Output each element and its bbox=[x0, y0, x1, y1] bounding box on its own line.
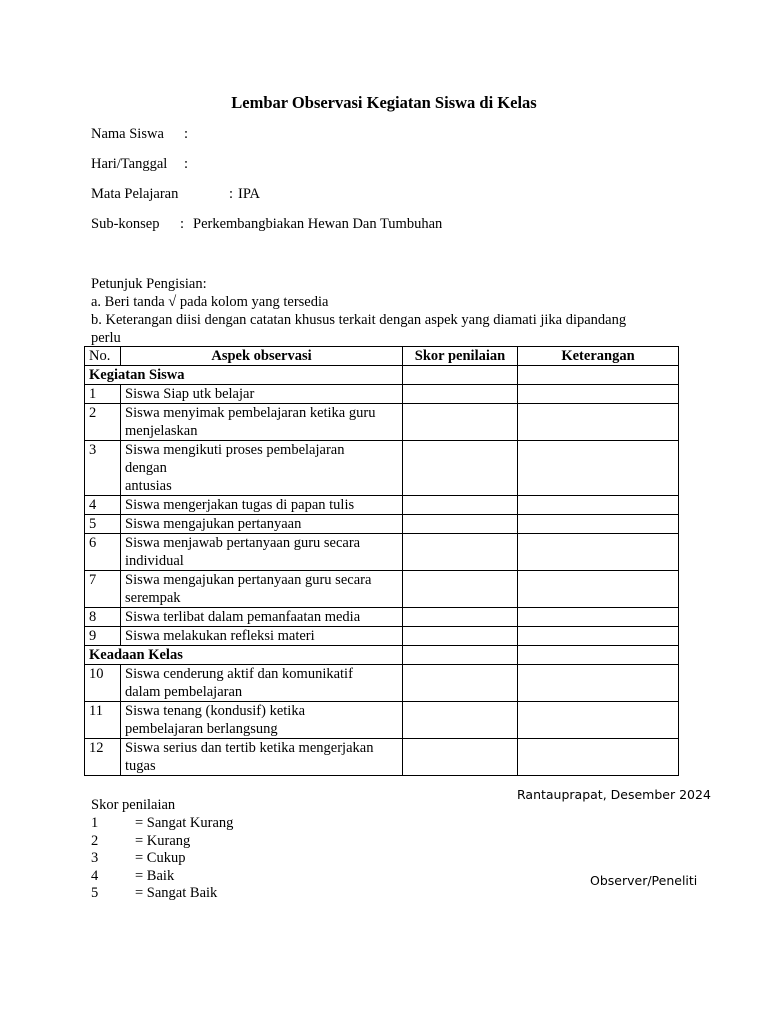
field-label-mata-pelajaran: Mata Pelajaran bbox=[91, 186, 179, 202]
instructions-line-b1: b. Keterangan diisi dengan catatan khusus terkait dengan aspek yang diamati jika dipandang bbox=[91, 312, 627, 328]
row-number: 10 bbox=[85, 665, 121, 702]
field-colon-mata-pelajaran: : bbox=[229, 186, 234, 202]
row-aspect-line: dengan bbox=[125, 460, 167, 476]
row-aspect-line: individual bbox=[125, 553, 184, 569]
score-cell[interactable] bbox=[403, 534, 518, 571]
score-cell[interactable] bbox=[403, 608, 518, 627]
score-cell[interactable] bbox=[403, 385, 518, 404]
field-value-mata-pelajaran: IPA bbox=[238, 186, 261, 202]
row-number: 5 bbox=[85, 515, 121, 534]
row-number: 6 bbox=[85, 534, 121, 571]
row-aspect-line: Siswa mengerjakan tugas di papan tulis bbox=[125, 497, 355, 513]
table-header-row bbox=[85, 347, 679, 366]
row-aspect-line: Siswa menjawab pertanyaan guru secara bbox=[125, 535, 361, 551]
score-cell[interactable] bbox=[403, 702, 518, 739]
score-legend-desc: = Cukup bbox=[135, 850, 186, 866]
score-legend-item bbox=[91, 885, 217, 902]
row-number: 1 bbox=[85, 385, 121, 404]
score-legend-item bbox=[91, 850, 185, 867]
field-label-hari-tanggal: Hari/Tanggal bbox=[91, 156, 168, 172]
row-aspect bbox=[121, 739, 403, 776]
header-skor: Skor penilaian bbox=[403, 347, 518, 366]
row-aspect-line: pembelajaran berlangsung bbox=[125, 721, 278, 737]
table-row bbox=[85, 441, 679, 496]
row-aspect bbox=[121, 515, 403, 534]
row-aspect bbox=[121, 534, 403, 571]
table-row bbox=[85, 534, 679, 571]
row-aspect-line: Siswa terlibat dalam pemanfaatan media bbox=[125, 609, 361, 625]
row-aspect bbox=[121, 404, 403, 441]
table-body bbox=[85, 366, 679, 776]
header-keterangan: Keterangan bbox=[518, 347, 679, 366]
score-legend-number: 5 bbox=[91, 885, 99, 901]
row-number: 2 bbox=[85, 404, 121, 441]
row-aspect bbox=[121, 608, 403, 627]
score-cell[interactable] bbox=[403, 646, 518, 665]
field-value-sub-konsep: Perkembangbiakan Hewan Dan Tumbuhan bbox=[193, 216, 443, 232]
table-row bbox=[85, 515, 679, 534]
note-cell[interactable] bbox=[518, 366, 679, 385]
header-aspek: Aspek observasi bbox=[121, 347, 403, 366]
row-aspect bbox=[121, 665, 403, 702]
field-label-nama-siswa: Nama Siswa bbox=[91, 126, 164, 142]
score-cell[interactable] bbox=[403, 366, 518, 385]
row-aspect-line: serempak bbox=[125, 590, 181, 606]
note-cell[interactable] bbox=[518, 739, 679, 776]
score-cell[interactable] bbox=[403, 515, 518, 534]
note-cell[interactable] bbox=[518, 608, 679, 627]
table-row bbox=[85, 496, 679, 515]
observation-table bbox=[84, 346, 679, 776]
score-legend-item bbox=[91, 868, 174, 885]
row-number: 12 bbox=[85, 739, 121, 776]
row-aspect-line: antusias bbox=[125, 478, 172, 494]
table-row bbox=[85, 404, 679, 441]
row-number: 9 bbox=[85, 627, 121, 646]
row-number: 3 bbox=[85, 441, 121, 496]
score-legend-number: 4 bbox=[91, 867, 99, 884]
row-aspect-line: menjelaskan bbox=[125, 423, 198, 439]
section-row-keadaan-kelas bbox=[85, 646, 679, 665]
score-legend-item bbox=[91, 815, 233, 832]
row-number: 7 bbox=[85, 571, 121, 608]
note-cell[interactable] bbox=[518, 404, 679, 441]
row-aspect-line: Siswa tenang (kondusif) ketika bbox=[125, 703, 306, 719]
note-cell[interactable] bbox=[518, 385, 679, 404]
score-legend-desc: = Baik bbox=[135, 867, 175, 884]
score-legend-heading: Skor penilaian bbox=[91, 797, 176, 813]
table-row bbox=[85, 665, 679, 702]
instructions-line-a: a. Beri tanda √ pada kolom yang tersedia bbox=[91, 294, 329, 310]
row-aspect-line: dalam pembelajaran bbox=[125, 684, 243, 700]
note-cell[interactable] bbox=[518, 702, 679, 739]
field-colon-nama-siswa: : bbox=[184, 126, 189, 142]
note-cell[interactable] bbox=[518, 441, 679, 496]
row-aspect-line: Siswa mengajukan pertanyaan bbox=[125, 516, 302, 532]
field-colon-sub-konsep: : bbox=[180, 216, 185, 232]
note-cell[interactable] bbox=[518, 534, 679, 571]
row-aspect-line: Siswa serius dan tertib ketika mengerjakan bbox=[125, 740, 374, 756]
note-cell[interactable] bbox=[518, 627, 679, 646]
row-aspect bbox=[121, 702, 403, 739]
row-number: 11 bbox=[85, 702, 121, 739]
row-aspect-line: Siswa Siap utk belajar bbox=[125, 386, 255, 402]
header-no: No. bbox=[85, 347, 121, 366]
row-aspect bbox=[121, 571, 403, 608]
table-row bbox=[85, 608, 679, 627]
row-aspect bbox=[121, 441, 403, 496]
instructions-heading: Petunjuk Pengisian: bbox=[91, 276, 207, 292]
table-row bbox=[85, 627, 679, 646]
field-colon-hari-tanggal: : bbox=[184, 156, 189, 172]
score-legend-desc: = Sangat Baik bbox=[135, 885, 218, 901]
score-cell[interactable] bbox=[403, 739, 518, 776]
row-aspect bbox=[121, 627, 403, 646]
score-cell[interactable] bbox=[403, 496, 518, 515]
table-row bbox=[85, 702, 679, 739]
row-aspect-line: Siswa cenderung aktif dan komunikatif bbox=[125, 666, 353, 682]
score-cell[interactable] bbox=[403, 571, 518, 608]
score-cell[interactable] bbox=[403, 404, 518, 441]
row-number: 4 bbox=[85, 496, 121, 515]
score-cell[interactable] bbox=[403, 665, 518, 702]
score-legend-item bbox=[91, 833, 190, 850]
note-cell[interactable] bbox=[518, 665, 679, 702]
row-aspect-line: Siswa mengikuti proses pembelajaran bbox=[125, 442, 345, 458]
note-cell[interactable] bbox=[518, 496, 679, 515]
note-cell[interactable] bbox=[518, 646, 679, 665]
note-cell[interactable] bbox=[518, 515, 679, 534]
observer-label: Observer/Peneliti bbox=[590, 873, 698, 888]
row-aspect-line: Siswa mengajukan pertanyaan guru secara bbox=[125, 572, 372, 588]
instructions bbox=[91, 275, 626, 347]
score-cell[interactable] bbox=[403, 627, 518, 646]
row-aspect-line: tugas bbox=[125, 758, 156, 774]
row-aspect bbox=[121, 385, 403, 404]
table-row bbox=[85, 739, 679, 776]
row-number: 8 bbox=[85, 608, 121, 627]
table-row bbox=[85, 571, 679, 608]
score-legend-number: 1 bbox=[91, 815, 99, 831]
row-aspect-line: Siswa melakukan refleksi materi bbox=[125, 628, 315, 644]
table-row bbox=[85, 385, 679, 404]
row-aspect bbox=[121, 496, 403, 515]
row-aspect-line: Siswa menyimak pembelajaran ketika guru bbox=[125, 405, 376, 421]
field-label-sub-konsep: Sub-konsep bbox=[91, 216, 160, 232]
instructions-line-b2: perlu bbox=[91, 330, 121, 346]
score-legend-number: 3 bbox=[91, 850, 99, 866]
section-label: Kegiatan Siswa bbox=[85, 366, 403, 385]
score-legend-desc: = Kurang bbox=[135, 832, 191, 849]
section-label: Keadaan Kelas bbox=[85, 646, 403, 665]
page-title: Lembar Observasi Kegiatan Siswa di Kelas bbox=[231, 93, 537, 112]
place-date: Rantauprapat, Desember 2024 bbox=[517, 787, 711, 802]
section-row-kegiatan-siswa bbox=[85, 366, 679, 385]
score-legend-desc: = Sangat Kurang bbox=[135, 815, 234, 831]
score-legend-number: 2 bbox=[91, 832, 99, 849]
note-cell[interactable] bbox=[518, 571, 679, 608]
score-cell[interactable] bbox=[403, 441, 518, 496]
